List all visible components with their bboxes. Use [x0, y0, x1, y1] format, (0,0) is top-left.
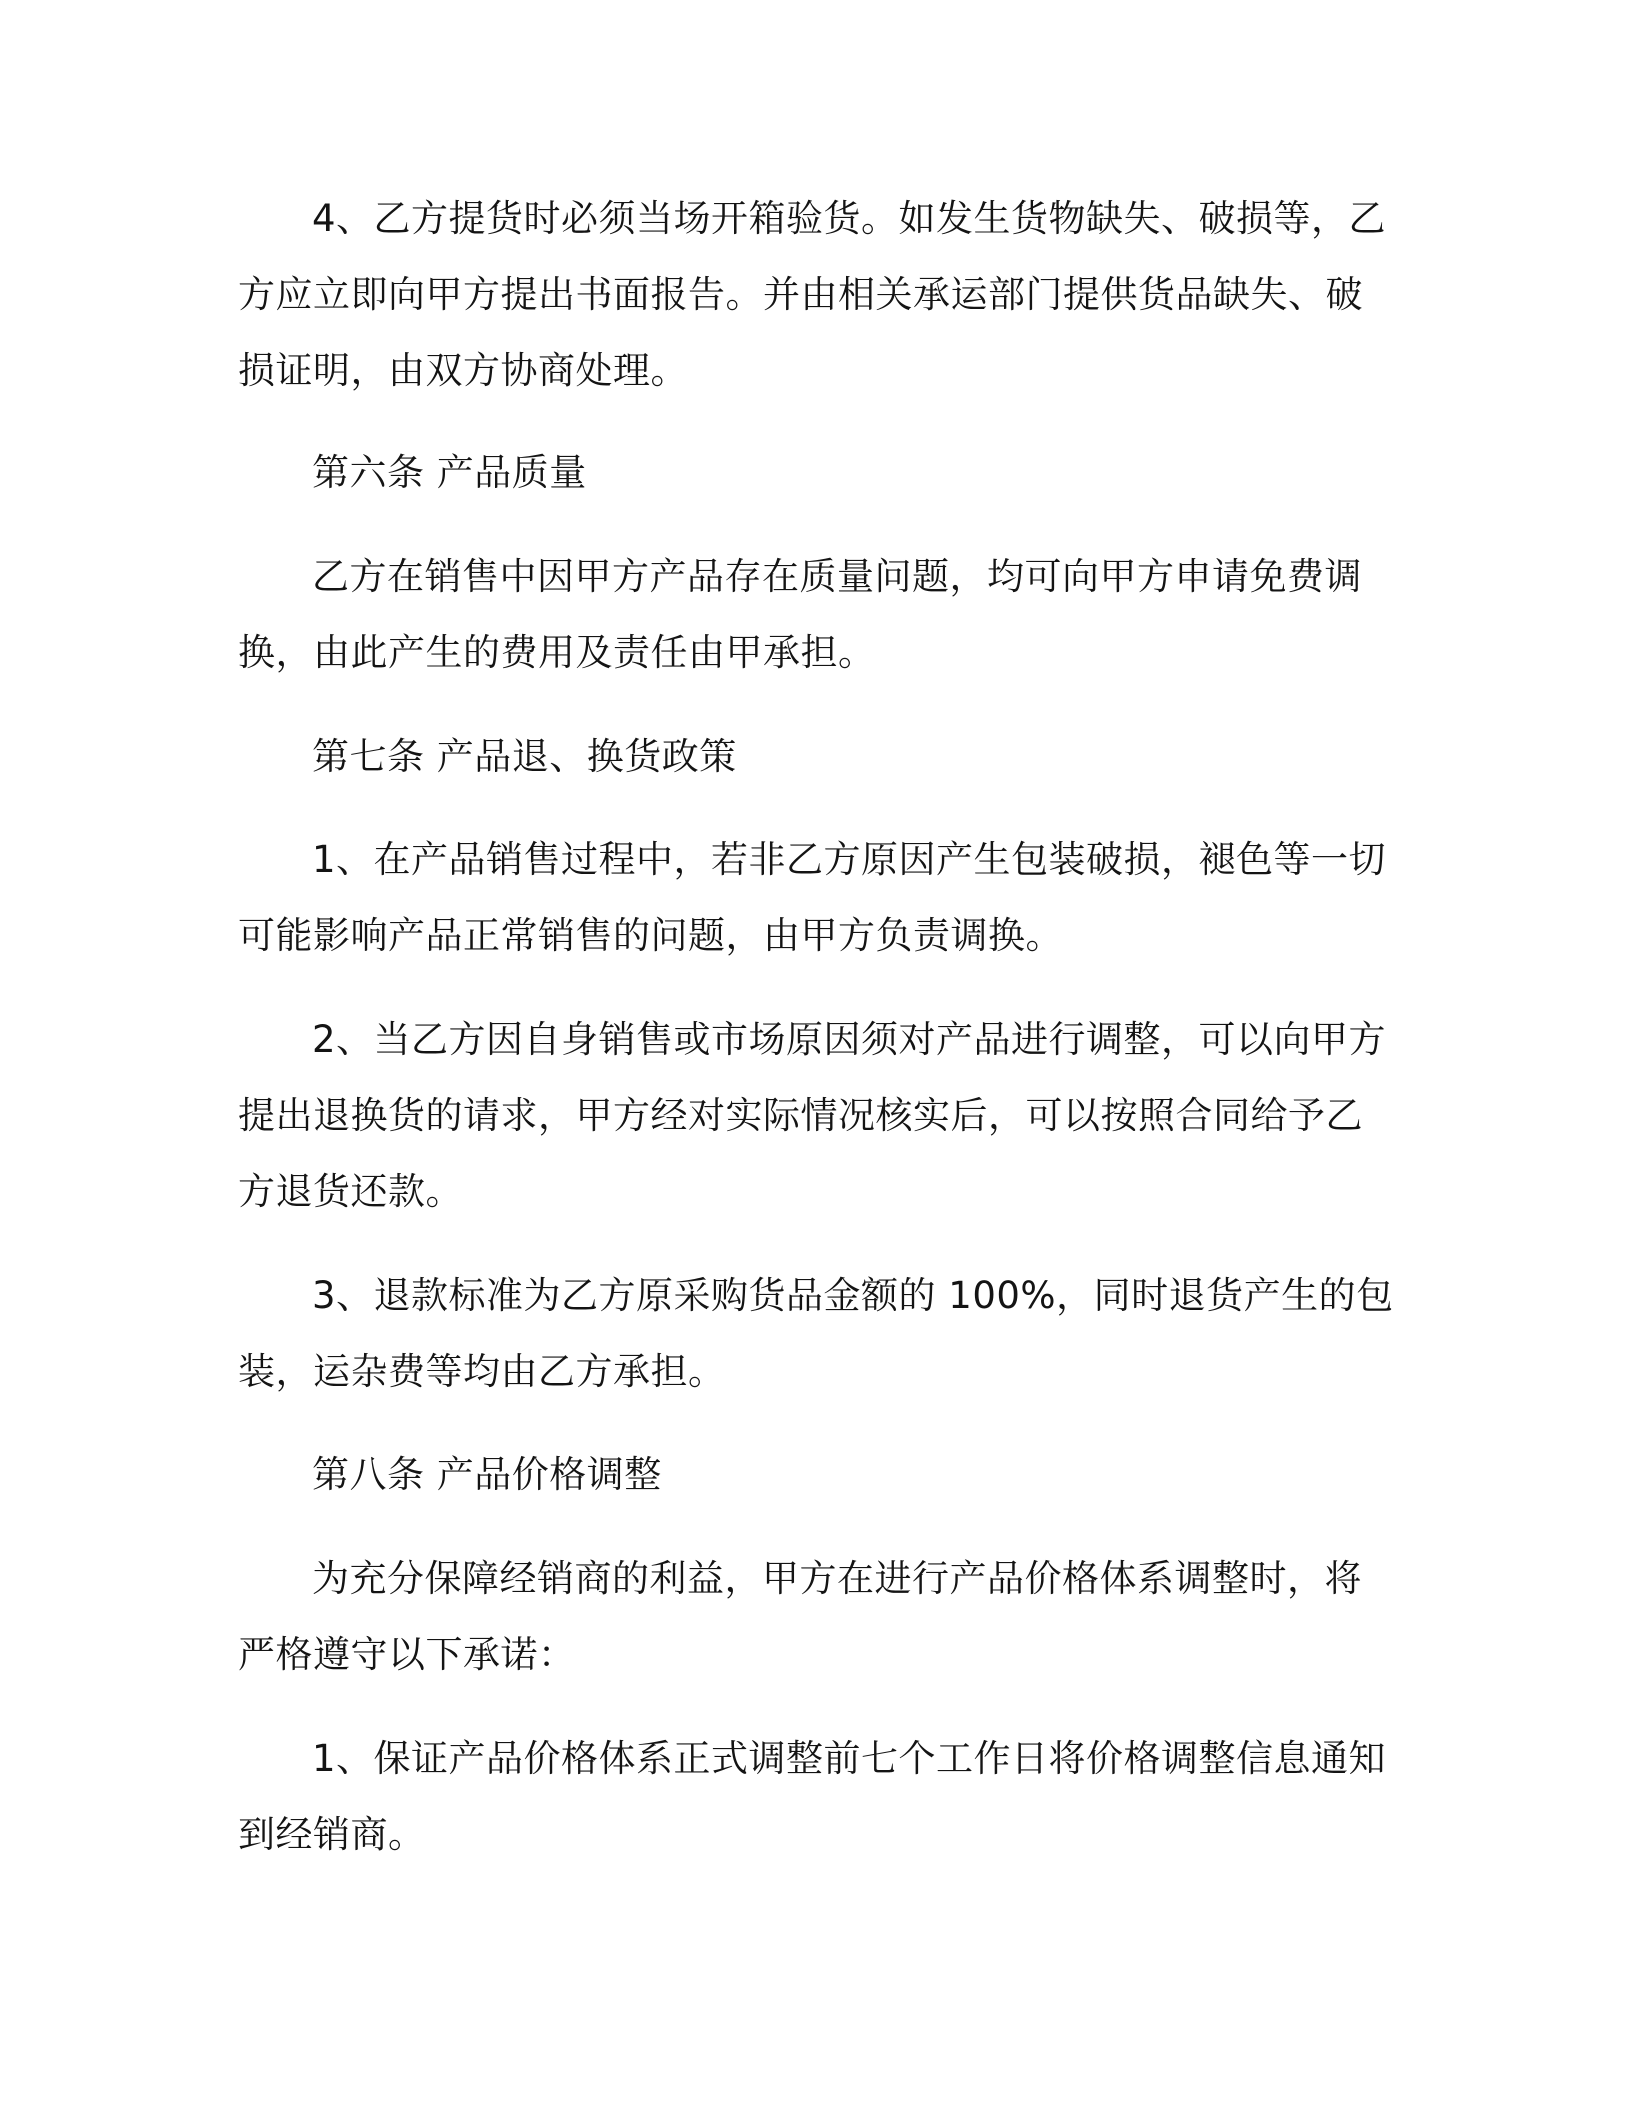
text-line-article7-item3-2: 装，运杂费等均由乙方承担。: [238, 1350, 726, 1393]
text-line-article7-item1-1: 1、在产品销售过程中，若非乙方原因产生包装破损，褪色等一切: [312, 838, 1387, 881]
heading-article-8: 第八条 产品价格调整: [312, 1453, 662, 1496]
text-line-article7-item2-1: 2、当乙方因自身销售或市场原因须对产品进行调整，可以向甲方: [312, 1018, 1387, 1061]
text-line-article5-item4-3: 损证明，由双方协商处理。: [238, 349, 688, 392]
text-line-article7-item3-1: 3、退款标准为乙方原采购货品金额的 100%，同时退货产生的包: [312, 1274, 1394, 1317]
text-line-article7-item2-3: 方退货还款。: [238, 1170, 463, 1213]
text-line-article5-item4-1: 4、乙方提货时必须当场开箱验货。如发生货物缺失、破损等，乙: [312, 197, 1387, 240]
heading-article-7: 第七条 产品退、换货政策: [312, 735, 737, 778]
text-line-article7-item2-2: 提出退换货的请求，甲方经对实际情况核实后，可以按照合同给予乙: [238, 1094, 1363, 1137]
text-line-article8-intro-2: 严格遵守以下承诺：: [238, 1633, 576, 1676]
text-line-article5-item4-2: 方应立即向甲方提出书面报告。并由相关承运部门提供货品缺失、破: [238, 273, 1363, 316]
text-line-article6-1: 乙方在销售中因甲方产品存在质量问题，均可向甲方申请免费调: [312, 555, 1362, 598]
text-line-article7-item1-2: 可能影响产品正常销售的问题，由甲方负责调换。: [238, 914, 1063, 957]
heading-article-6: 第六条 产品质量: [312, 451, 587, 494]
text-line-article6-2: 换，由此产生的费用及责任由甲承担。: [238, 631, 876, 674]
text-line-article8-item1-2: 到经销商。: [238, 1813, 426, 1856]
text-line-article8-intro-1: 为充分保障经销商的利益，甲方在进行产品价格体系调整时，将: [312, 1557, 1362, 1600]
text-line-article8-item1-1: 1、保证产品价格体系正式调整前七个工作日将价格调整信息通知: [312, 1737, 1387, 1780]
